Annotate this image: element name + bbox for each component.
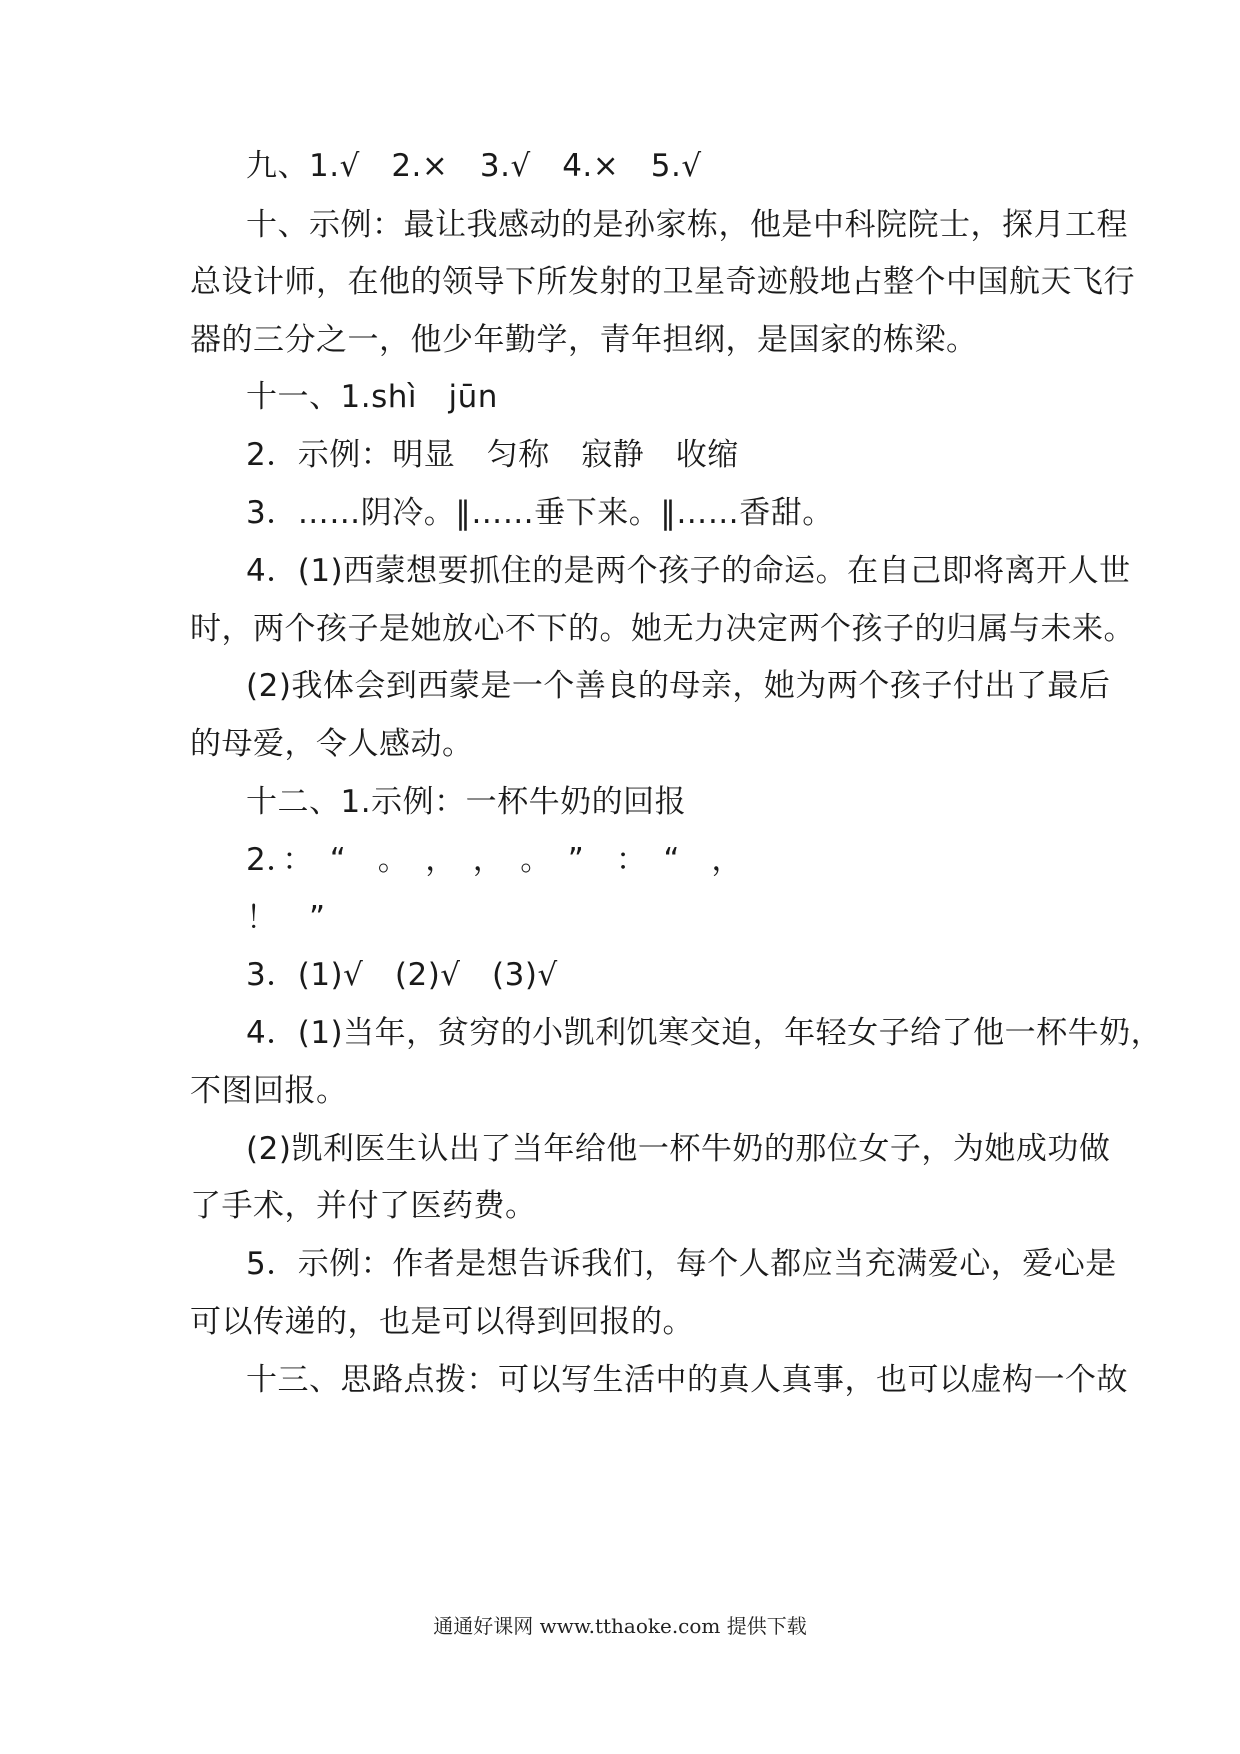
answer-line-12-3: 3．(1)√ (2)√ (3)√: [246, 957, 558, 993]
answer-line-11-4-2: (2)我体会到西蒙是一个善良的母亲，她为两个孩子付出了最后: [246, 668, 1111, 704]
answer-line-12-5: 5．示例：作者是想告诉我们，每个人都应当充满爱心，爱心是: [246, 1246, 1117, 1282]
answer-line-12-2: 2．： “ 。 ， ， 。 ” ： “ ，: [246, 842, 743, 878]
answer-line-11-4: 4．(1)西蒙想要抓住的是两个孩子的命运。在自己即将离开人世: [246, 553, 1131, 589]
answer-line-10-cont-1: 总设计师，在他的领导下所发射的卫星奇迹般地占整个中国航天飞行: [190, 264, 1135, 300]
page-footer: 通通好课网 www.tthaoke.com 提供下载: [433, 1614, 807, 1638]
answer-line-11-4-2-cont: 的母爱，令人感动。: [190, 726, 474, 762]
answer-line-12-4: 4．(1)当年，贫穷的小凯利饥寒交迫，年轻女子给了他一杯牛奶，: [246, 1015, 1163, 1051]
answer-line-13: 十三、思路点拨：可以写生活中的真人真事，也可以虚构一个故: [246, 1362, 1128, 1398]
answer-line-10-cont-2: 器的三分之一，他少年勤学，青年担纲，是国家的栋梁。: [190, 322, 978, 358]
answer-line-12-2-cont: ！ ”: [246, 900, 326, 936]
answer-line-9: 九、1.√ 2.× 3.√ 4.× 5.√: [246, 148, 702, 184]
answer-line-11-4-cont: 时，两个孩子是她放心不下的。她无力决定两个孩子的归属与未来。: [190, 611, 1135, 647]
answer-line-10: 十、示例：最让我感动的是孙家栋，他是中科院院士，探月工程: [246, 207, 1128, 243]
answer-line-11-3: 3．……阴冷。‖……垂下来。‖……香甜。: [246, 495, 834, 531]
answer-line-12-4-cont: 不图回报。: [190, 1073, 348, 1109]
answer-line-12-4-2: (2)凯利医生认出了当年给他一杯牛奶的那位女子，为她成功做: [246, 1131, 1111, 1167]
answer-line-11-2: 2．示例：明显 匀称 寂静 收缩: [246, 437, 739, 473]
answer-line-12-5-cont: 可以传递的，也是可以得到回报的。: [190, 1304, 694, 1340]
answer-line-12-1: 十二、1.示例：一杯牛奶的回报: [246, 784, 687, 820]
answer-line-11-1: 十一、1.shì jūn: [246, 379, 498, 415]
answer-line-12-4-2-cont: 了手术，并付了医药费。: [190, 1188, 537, 1224]
